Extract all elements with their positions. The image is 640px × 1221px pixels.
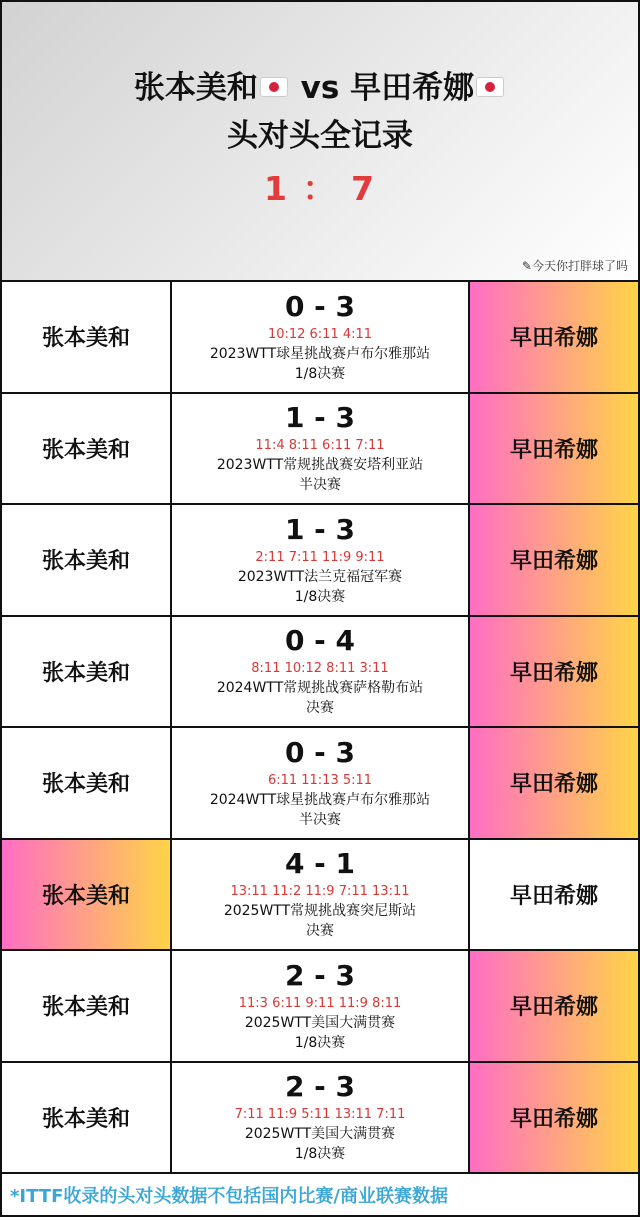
match-row	[2, 728, 638, 840]
player-left-cell	[2, 840, 172, 950]
japan-flag-icon	[476, 77, 504, 97]
player-right-name: 早田希娜	[509, 883, 598, 909]
match-score: 1 - 3	[284, 401, 356, 435]
player-left-name: 张本美和	[41, 995, 130, 1021]
match-score: 0 - 4	[284, 624, 356, 658]
match-info	[172, 505, 468, 615]
player-left-cell	[2, 505, 172, 615]
footer-note: *ITTF收录的头对头数据不包括国内比赛/商业联赛数据	[0, 1174, 640, 1217]
credit-text: ✎今天你打胖球了吗	[521, 259, 628, 273]
player-left-name: 张本美和	[41, 1106, 130, 1132]
event-name: 2023WTT球星挑战赛卢布尔雅那站	[209, 345, 431, 362]
player-right-cell	[468, 951, 638, 1061]
player-right-cell	[468, 840, 638, 950]
match-row	[2, 951, 638, 1063]
total-score: 1 ： 7	[264, 169, 376, 208]
match-row	[2, 394, 638, 506]
game-scores: 11:3 6:11 9:11 11:9 8:11	[238, 995, 402, 1011]
event-name: 2025WTT美国大满贯赛	[244, 1014, 396, 1031]
match-score: 1 - 3	[284, 512, 356, 546]
player-right-name: 早田希娜	[509, 326, 598, 352]
match-row	[2, 505, 638, 617]
round-name: 半决赛	[299, 477, 341, 494]
event-name: 2023WTT常规挑战赛安塔利亚站	[216, 457, 424, 474]
player-left-name: 张本美和	[41, 437, 130, 463]
player-right-name: 早田希娜	[509, 437, 598, 463]
player-left-cell	[2, 1063, 172, 1173]
match-row	[2, 282, 638, 394]
game-scores: 10:12 6:11 4:11	[267, 326, 373, 342]
game-scores: 11:4 8:11 6:11 7:11	[255, 438, 385, 454]
round-name: 决赛	[306, 700, 334, 717]
player-left-cell	[2, 617, 172, 727]
round-name: 半决赛	[299, 811, 341, 828]
match-info	[172, 1063, 468, 1173]
round-name: 1/8决赛	[294, 365, 346, 382]
round-name: 1/8决赛	[294, 588, 346, 605]
player-left-cell	[2, 282, 172, 392]
event-name: 2023WTT法兰克福冠军赛	[237, 568, 403, 585]
round-name: 1/8决赛	[294, 1146, 346, 1163]
match-info	[172, 617, 468, 727]
player-left-cell	[2, 951, 172, 1061]
player-left-name: 张本美和	[41, 772, 130, 798]
game-scores: 2:11 7:11 11:9 9:11	[255, 549, 385, 565]
match-score: 2 - 3	[284, 958, 356, 992]
japan-flag-icon	[260, 77, 288, 97]
player-right-name: 早田希娜	[350, 70, 475, 106]
page-subtitle: 头对头全记录	[227, 118, 413, 154]
match-info	[172, 728, 468, 838]
match-info	[172, 840, 468, 950]
player-right-name: 早田希娜	[509, 549, 598, 575]
game-scores: 7:11 11:9 5:11 13:11 7:11	[234, 1107, 406, 1123]
game-scores: 13:11 11:2 11:9 7:11 13:11	[230, 884, 410, 900]
player-left-cell	[2, 394, 172, 504]
player-right-cell	[468, 282, 638, 392]
match-score: 0 - 3	[284, 289, 356, 323]
match-row	[2, 1063, 638, 1175]
match-table	[0, 280, 640, 1174]
player-right-name: 早田希娜	[509, 772, 598, 798]
player-right-name: 早田希娜	[509, 995, 598, 1021]
game-scores: 8:11 10:12 8:11 3:11	[251, 661, 389, 677]
player-left-cell	[2, 728, 172, 838]
player-left-name: 张本美和	[41, 326, 130, 352]
header	[0, 0, 640, 280]
player-left-name: 张本美和	[133, 70, 258, 106]
event-name: 2025WTT常规挑战赛突尼斯站	[223, 903, 417, 920]
player-left-name: 张本美和	[41, 883, 130, 909]
round-name: 1/8决赛	[294, 1034, 346, 1051]
event-name: 2024WTT球星挑战赛卢布尔雅那站	[209, 791, 431, 808]
match-info	[172, 951, 468, 1061]
player-right-name: 早田希娜	[509, 660, 598, 686]
match-row	[2, 617, 638, 729]
player-right-cell	[468, 617, 638, 727]
match-row	[2, 840, 638, 952]
player-right-cell	[468, 394, 638, 504]
match-score: 2 - 3	[284, 1070, 356, 1104]
player-left-name: 张本美和	[41, 549, 130, 575]
round-name: 决赛	[306, 923, 334, 940]
event-name: 2025WTT美国大满贯赛	[244, 1126, 396, 1143]
player-right-name: 早田希娜	[509, 1106, 598, 1132]
match-score: 0 - 3	[284, 735, 356, 769]
player-right-cell	[468, 505, 638, 615]
game-scores: 6:11 11:13 5:11	[267, 772, 373, 788]
matchup-title	[2, 68, 638, 108]
player-left-name: 张本美和	[41, 660, 130, 686]
player-right-cell	[468, 728, 638, 838]
match-info	[172, 282, 468, 392]
pen-icon: ✎	[521, 259, 532, 273]
vs-label: vs	[300, 70, 340, 106]
event-name: 2024WTT常规挑战赛萨格勒布站	[216, 680, 424, 697]
match-score: 4 - 1	[284, 847, 356, 881]
player-right-cell	[468, 1063, 638, 1173]
match-info	[172, 394, 468, 504]
